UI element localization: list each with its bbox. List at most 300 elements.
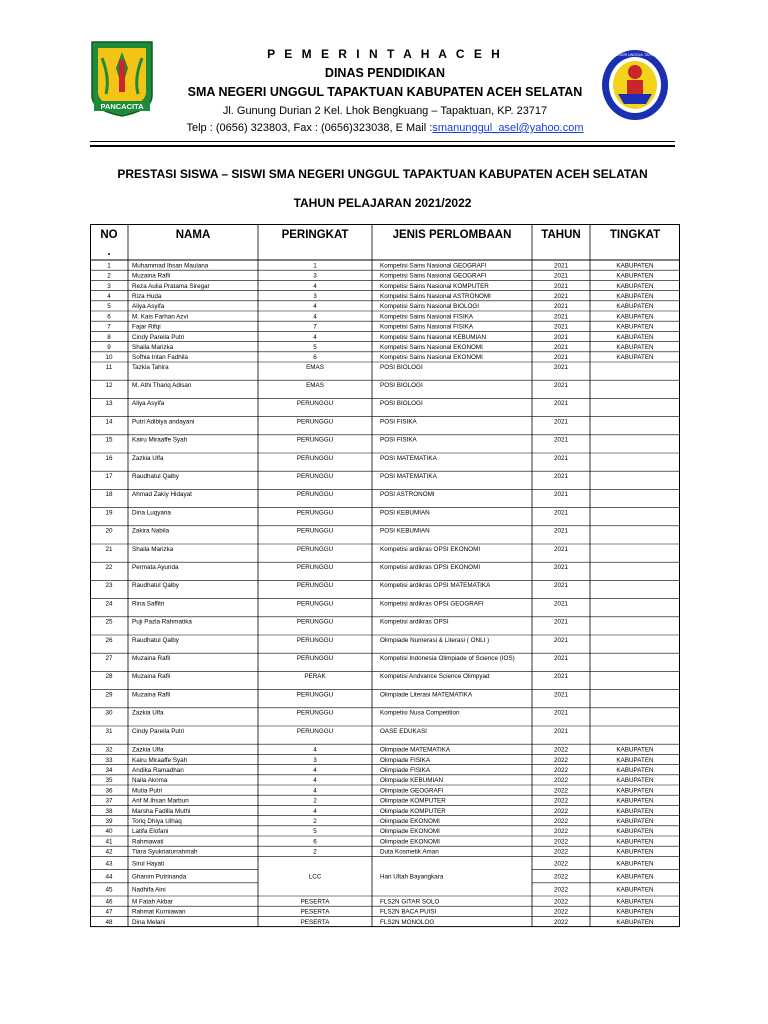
- table-row: [105, 600, 568, 607]
- cell-tingkat: KABUPATEN: [616, 777, 654, 785]
- cell-tingkat: KABUPATEN: [616, 918, 654, 926]
- cell-no: 47: [105, 908, 113, 916]
- cell-jenis-perlombaan: POSI MATEMATIKA: [380, 454, 437, 462]
- cell-jenis-perlombaan: Olimpiade EKONOMI: [380, 828, 440, 836]
- cell-nama: Cindy Pareila Putri: [132, 727, 185, 735]
- cell-tahun: 2022: [553, 818, 569, 825]
- table-row: [105, 798, 654, 805]
- table-row: [107, 293, 654, 300]
- cell-jenis-perlombaan: OASE EDUKASI: [380, 727, 427, 735]
- cell-nama: Rahmat Kurniawan: [132, 908, 186, 916]
- table-row: [105, 564, 568, 571]
- cell-no: 14: [105, 418, 113, 426]
- table-row: [107, 334, 654, 341]
- cell-nama: Naila Akrima: [132, 777, 168, 785]
- cell-peringkat: 1: [313, 262, 317, 270]
- cell-peringkat: PERUNGGU: [296, 564, 334, 571]
- header-line-department: DINAS PENDIDIKAN: [324, 66, 446, 80]
- cell-nama: Raudhatul Qalby: [132, 582, 179, 590]
- cell-nama: M. Athi Thariq Adisan: [132, 382, 192, 389]
- table-row: [105, 808, 654, 815]
- cell-no: 13: [105, 400, 113, 408]
- cell-peringkat: PERUNGGU: [296, 545, 334, 553]
- cell-jenis-perlombaan: Kompetisi ardikras OPSI: [380, 618, 449, 626]
- header-contact: [150, 122, 620, 134]
- table-row: [105, 528, 568, 535]
- table-row: [105, 747, 654, 754]
- document-subtitle: TAHUN PELAJARAN 2021/2022: [293, 196, 472, 210]
- cell-tahun: 2021: [553, 527, 569, 535]
- cell-peringkat: PERUNGGU: [296, 582, 334, 590]
- cell-nama: Putri Adibiya andayani: [132, 418, 195, 426]
- cell-tingkat: KABUPATEN: [616, 333, 654, 341]
- cell-no: 45: [105, 886, 113, 894]
- cell-no: 7: [107, 323, 111, 331]
- cell-tingkat: KABUPATEN: [616, 293, 654, 300]
- cell-tahun: 2021: [553, 473, 569, 480]
- cell-no: 23: [105, 582, 113, 590]
- cell-peringkat-merged: LCC: [308, 873, 322, 881]
- cell-tahun: 2021: [553, 363, 569, 371]
- cell-peringkat: PERUNGGU: [296, 527, 334, 535]
- cell-peringkat: PERUNGGU: [296, 709, 334, 717]
- cell-tahun: 2021: [553, 333, 569, 341]
- cell-jenis-perlombaan: Kompetisi Sains Nasional EKONOMI: [380, 344, 483, 351]
- cell-no: 26: [105, 636, 113, 644]
- cell-tahun: 2021: [553, 382, 569, 389]
- table-row: [105, 473, 568, 480]
- cell-no: 6: [107, 313, 111, 321]
- header-tingkat: TINGKAT: [609, 229, 661, 241]
- table-row: [105, 546, 568, 553]
- cell-jenis-perlombaan: POSI BIOLOGI: [380, 363, 423, 371]
- cell-tahun: 2021: [553, 600, 569, 608]
- cell-nama: Shaila Marizka: [132, 344, 174, 351]
- cell-no: 1: [107, 262, 111, 270]
- cell-peringkat: PERUNGGU: [296, 618, 334, 626]
- cell-jenis-perlombaan: Kompetisi Sains Nasional GEOGRAFI: [380, 262, 487, 270]
- table-row: [105, 509, 568, 516]
- cell-nama: Rina Saffitri: [132, 600, 165, 608]
- cell-nama: Shaila Marizka: [132, 545, 174, 553]
- table-row: [107, 303, 654, 310]
- pancacita-logo: [88, 38, 156, 118]
- cell-no: 28: [105, 673, 113, 681]
- cell-tahun: 2022: [553, 777, 569, 785]
- cell-peringkat: 4: [313, 313, 317, 321]
- table-row: [105, 818, 654, 825]
- cell-peringkat: 5: [313, 828, 317, 836]
- cell-no: 37: [105, 797, 113, 805]
- cell-tahun: 2021: [553, 545, 569, 553]
- cell-no: 4: [107, 293, 111, 300]
- cell-peringkat: 4: [313, 787, 317, 795]
- table-row: [107, 344, 654, 351]
- cell-nama: Marsha Fadilla Muthi: [132, 807, 191, 815]
- cell-no: 48: [105, 918, 113, 926]
- cell-nama: Kairu Miraaffe Syah: [132, 436, 188, 444]
- cell-jenis-perlombaan: Olimpiade MATEMATIKA: [380, 746, 451, 754]
- cell-tingkat: KABUPATEN: [616, 828, 654, 836]
- cell-nama: Fajar Rifqi: [132, 323, 161, 331]
- table-row: [106, 364, 569, 371]
- cell-no: 20: [105, 527, 113, 535]
- cell-tahun: 2022: [553, 898, 569, 906]
- cell-tingkat: KABUPATEN: [616, 873, 654, 881]
- cell-jenis-perlombaan: Kompetisi Sains Nasional EKONOMI: [380, 354, 483, 362]
- cell-no: 18: [105, 491, 113, 499]
- cell-tahun: 2021: [553, 282, 569, 290]
- table-row: [105, 437, 568, 444]
- table-row: [105, 849, 654, 856]
- cell-tahun: 2021: [553, 564, 569, 571]
- cell-jenis-perlombaan: Kompetisi ardikras OPSI EKONOMI: [380, 545, 481, 553]
- cell-no: 40: [105, 828, 113, 836]
- table-row: [107, 273, 654, 280]
- table-header: [100, 229, 660, 258]
- cell-no: 2: [107, 272, 111, 280]
- cell-tahun: 2022: [553, 838, 569, 846]
- cell-no: 9: [107, 344, 111, 351]
- table-row: [105, 838, 654, 845]
- cell-tahun: 2021: [553, 709, 569, 717]
- cell-no: 22: [105, 564, 113, 571]
- cell-tahun: 2022: [553, 908, 569, 916]
- cell-jenis-perlombaan: Olimpiade Numerasi & Literasi ( ONLI ): [380, 636, 490, 644]
- table-row: [105, 400, 568, 407]
- cell-no: 39: [105, 818, 113, 825]
- header-jenis-perlombaan: JENIS PERLOMBAAN: [392, 229, 512, 241]
- cell-jenis-perlombaan: POSI BIOLOGI: [380, 382, 423, 389]
- header-address: Jl. Gunung Durian 2 Kel. Lhok Bengkuang – Tapaktuan, KP. 23717: [222, 105, 548, 117]
- cell-tahun: 2021: [553, 262, 569, 270]
- cell-jenis-perlombaan: Kompetisi Nusa Competition: [380, 709, 460, 717]
- cell-nama: Zazkia Ulfa: [132, 454, 164, 462]
- cell-nama: Zazkia Ulfa: [132, 709, 164, 717]
- cell-no: 12: [105, 382, 113, 389]
- cell-peringkat: 2: [313, 797, 317, 805]
- cell-nama: Sofhia Intan Fadhila: [132, 354, 189, 362]
- cell-tingkat: KABUPATEN: [616, 787, 654, 795]
- cell-no: 16: [105, 454, 113, 462]
- cell-tingkat: KABUPATEN: [616, 767, 654, 774]
- cell-tahun: 2022: [553, 828, 569, 836]
- cell-tahun: 2021: [553, 727, 569, 735]
- cell-peringkat: 4: [313, 807, 317, 815]
- cell-no: 15: [105, 436, 113, 444]
- cell-jenis-perlombaan: POSI FISIKA: [380, 436, 417, 444]
- cell-nama: Ghanim Putrinanda: [132, 873, 187, 881]
- cell-tingkat: KABUPATEN: [616, 848, 654, 856]
- cell-no: 10: [105, 354, 113, 362]
- table-row: [105, 354, 654, 361]
- table-row: [105, 382, 568, 389]
- cell-tahun: 2021: [553, 618, 569, 626]
- table-row: [105, 691, 568, 698]
- cell-peringkat: 3: [313, 293, 317, 300]
- cell-nama: Mutia Putri: [132, 787, 163, 795]
- cell-jenis-perlombaan: Kompetisi Sains Nasional FISIKA: [380, 313, 474, 321]
- cell-peringkat: 6: [313, 354, 317, 362]
- table-row: [105, 860, 654, 867]
- header-divider-thick: [90, 145, 675, 147]
- cell-tahun: 2021: [553, 691, 569, 699]
- table-row: [105, 455, 568, 462]
- cell-tahun: 2021: [553, 418, 569, 426]
- cell-jenis-perlombaan: Kompetisi Sains Nasional FISIKA: [380, 323, 474, 331]
- logo-right-text: SMA NEGERI UNGGUL TAPAKTUAN: [604, 53, 666, 57]
- logo-left-text: PANCACITA: [100, 102, 144, 111]
- header-no: NO: [100, 229, 118, 241]
- cell-jenis-perlombaan-merged: Hari Ultah Bayangkara: [380, 873, 444, 881]
- table-row: [105, 655, 568, 662]
- cell-no: 31: [105, 727, 113, 735]
- cell-tahun: 2021: [553, 354, 569, 362]
- cell-tahun: 2021: [553, 454, 569, 462]
- cell-tahun: 2022: [553, 756, 569, 764]
- header-divider-thin: [90, 141, 675, 142]
- cell-nama: Sirul Hayati: [132, 860, 165, 868]
- cell-tingkat: KABUPATEN: [616, 838, 654, 846]
- cell-nama: Aliya Asyifa: [132, 400, 165, 408]
- cell-peringkat: 3: [313, 272, 317, 280]
- cell-jenis-perlombaan: Olimpiade KEBUMIAN: [380, 777, 443, 785]
- header-nama: NAMA: [175, 229, 211, 241]
- cell-tahun: 2022: [553, 746, 569, 754]
- table-row: [105, 582, 568, 589]
- cell-no: 43: [105, 860, 113, 868]
- cell-no: 8: [107, 333, 111, 341]
- cell-peringkat: 4: [313, 746, 317, 754]
- cell-tahun: 2022: [553, 873, 569, 881]
- table-row: [105, 728, 568, 735]
- cell-tingkat: KABUPATEN: [616, 272, 654, 280]
- table-row: [105, 787, 654, 794]
- header-contact-text: Telp : (0656) 323803, Fax : (0656)323038, E Mail :: [186, 122, 433, 134]
- cell-tingkat: KABUPATEN: [616, 313, 654, 321]
- cell-tahun: 2021: [553, 323, 569, 331]
- cell-no: 32: [105, 746, 113, 754]
- cell-tahun: 2022: [553, 797, 569, 805]
- cell-nama: Arif M.Ihsan Marbun: [132, 797, 189, 805]
- header-peringkat: PERINGKAT: [281, 229, 349, 241]
- cell-nama: Raudhatul Qalby: [132, 636, 179, 644]
- cell-peringkat: PERUNGGU: [296, 727, 334, 735]
- cell-jenis-perlombaan: Kompetisi ardikras OPSI GEOGRAFI: [380, 600, 484, 608]
- cell-tingkat: KABUPATEN: [616, 818, 654, 825]
- cell-tingkat: KABUPATEN: [616, 886, 654, 894]
- cell-peringkat: EMAS: [306, 382, 324, 389]
- cell-nama: Tiara Syukriaturrahmah: [132, 848, 198, 856]
- cell-tingkat: KABUPATEN: [616, 344, 654, 351]
- table-row: [105, 909, 654, 916]
- cell-jenis-perlombaan: FLS2N GITAR SOLO: [380, 898, 440, 906]
- cell-peringkat: 2: [313, 818, 317, 825]
- cell-peringkat: 5: [313, 344, 317, 351]
- cell-no: 44: [105, 873, 113, 881]
- table-row: [105, 710, 568, 717]
- cell-peringkat: PERUNGGU: [296, 691, 334, 699]
- cell-jenis-perlombaan: Olimpiade Literasi MATEMATIKA: [380, 691, 473, 699]
- cell-nama: Aliya Asyifa: [132, 303, 165, 311]
- document-title: PRESTASI SISWA – SISWI SMA NEGERI UNGGUL TAPAKTUAN KABUPATEN ACEH SELATAN: [117, 167, 648, 181]
- cell-tahun: 2021: [553, 272, 569, 280]
- cell-peringkat: PERUNGGU: [296, 636, 334, 644]
- cell-tahun: 2022: [553, 886, 569, 894]
- cell-nama: Riza Huda: [132, 293, 162, 300]
- cell-nama: Andika Ramadhan: [132, 767, 184, 774]
- cell-no: 30: [105, 709, 113, 717]
- header-line-government: P E M E R I N T A H A C E H: [267, 47, 503, 61]
- cell-no: 33: [105, 756, 113, 764]
- cell-tingkat: KABUPATEN: [616, 323, 654, 331]
- cell-peringkat: 3: [313, 756, 317, 764]
- cell-tahun: 2021: [553, 636, 569, 644]
- cell-no: 25: [105, 618, 113, 626]
- table-row: [107, 313, 654, 320]
- cell-tahun: 2022: [553, 767, 569, 774]
- cell-nama: Kairu Miraaffe Syah: [132, 756, 188, 764]
- cell-no: 17: [105, 473, 113, 480]
- cell-jenis-perlombaan: Kompetisi Indonesia Olimpiade of Science (IOS): [380, 655, 515, 662]
- cell-no: 19: [105, 509, 113, 517]
- cell-tingkat: KABUPATEN: [616, 898, 654, 906]
- table-row: [105, 637, 568, 644]
- cell-tahun: 2021: [553, 303, 569, 311]
- cell-peringkat: PERUNGGU: [296, 491, 334, 499]
- cell-peringkat: PERAK: [304, 673, 326, 681]
- cell-jenis-perlombaan: Kompetisi ardikras OPSI MATEMATIKA: [380, 582, 491, 590]
- cell-tingkat: KABUPATEN: [616, 797, 654, 805]
- cell-peringkat: 4: [313, 282, 317, 290]
- cell-no: 46: [105, 898, 113, 906]
- cell-peringkat: 4: [313, 303, 317, 311]
- table-row: [105, 619, 568, 626]
- cell-no: 35: [105, 777, 113, 785]
- table-row: [105, 828, 654, 835]
- cell-peringkat: PESERTA: [300, 918, 330, 926]
- cell-nama: Raudhatul Qalby: [132, 473, 179, 480]
- cell-nama: Dina Luqyana: [132, 509, 171, 517]
- cell-jenis-perlombaan: Kompetisi Sains Nasional ASTRONOMI: [380, 293, 491, 300]
- cell-tahun: 2022: [553, 860, 569, 868]
- cell-nama: M Fatah Akbar: [132, 898, 173, 906]
- header-email-link[interactable]: smanunggul_asel@yahoo.com: [432, 122, 584, 134]
- cell-jenis-perlombaan: POSI BIOLOGI: [380, 400, 423, 408]
- cell-jenis-perlombaan: Olimpiade FISIKA: [380, 767, 431, 774]
- cell-peringkat: PERUNGGU: [296, 418, 334, 426]
- cell-tingkat: KABUPATEN: [616, 908, 654, 916]
- cell-tahun: 2022: [553, 787, 569, 795]
- cell-nama: Tazkia Tahira: [132, 363, 169, 371]
- table-row: [107, 262, 654, 269]
- cell-peringkat: 6: [313, 838, 317, 846]
- cell-no: 36: [105, 787, 113, 795]
- cell-nama: Rahmawati: [132, 838, 164, 846]
- achievements-table: [90, 224, 680, 930]
- cell-peringkat: 4: [313, 333, 317, 341]
- cell-tahun: 2022: [553, 918, 569, 926]
- cell-peringkat: PERUNGGU: [296, 473, 334, 480]
- cell-jenis-perlombaan: Olimpiade EKONOMI: [380, 838, 440, 846]
- cell-no: 29: [105, 691, 113, 699]
- cell-nama: Ahmad Zakiy Hidayat: [132, 491, 192, 499]
- cell-jenis-perlombaan: POSI FISIKA: [380, 418, 417, 426]
- cell-jenis-perlombaan: Kompetisi Andvance Science Olimpyad: [380, 673, 490, 681]
- cell-nama: Cindy Pareila Putri: [132, 333, 185, 341]
- cell-no: 42: [105, 848, 113, 856]
- cell-no: 5: [107, 303, 111, 311]
- table-row: [105, 418, 568, 425]
- cell-peringkat: PERUNGGU: [296, 454, 334, 462]
- cell-tahun: 2021: [553, 436, 569, 444]
- cell-tingkat: KABUPATEN: [616, 303, 654, 311]
- cell-nama: Reza Aulia Pratama Siregar: [132, 282, 210, 290]
- cell-jenis-perlombaan: Olimpiade KOMPUTER: [380, 807, 446, 815]
- cell-peringkat: 4: [313, 767, 317, 774]
- cell-no: 3: [107, 282, 111, 290]
- cell-tahun: 2022: [553, 848, 569, 856]
- cell-nama: Muhammad Ihsan Maulana: [132, 262, 209, 270]
- cell-peringkat: PERUNGGU: [296, 509, 334, 517]
- cell-jenis-perlombaan: Kompetisi ardikras OPSI EKONOMI: [380, 564, 481, 571]
- cell-nama: Muzaina Rafli: [132, 691, 171, 699]
- cell-tingkat: KABUPATEN: [616, 807, 654, 815]
- cell-jenis-perlombaan: Olimpiade FISIKA: [380, 756, 431, 764]
- cell-peringkat: EMAS: [306, 363, 324, 371]
- header-tahun: TAHUN: [541, 229, 581, 241]
- table-row: [105, 887, 654, 894]
- table-row: [105, 777, 654, 784]
- table-row: [105, 919, 654, 926]
- cell-nama: Nadhifa Aini: [132, 886, 166, 894]
- cell-no: 41: [105, 838, 113, 846]
- cell-no: 34: [105, 767, 113, 774]
- cell-nama: Dina Melani: [132, 918, 166, 926]
- cell-no: 11: [105, 363, 113, 371]
- cell-no: 21: [105, 545, 113, 553]
- cell-tingkat: KABUPATEN: [616, 282, 654, 290]
- header-line-school: SMA NEGERI UNGGUL TAPAKTUAN KABUPATEN ACEH SELATAN: [187, 85, 583, 99]
- cell-nama: Muzaina Rafli: [132, 655, 171, 662]
- cell-tingkat: KABUPATEN: [616, 860, 654, 868]
- cell-tahun: 2021: [553, 293, 569, 300]
- cell-jenis-perlombaan: POSI KEBUMIAN: [380, 509, 430, 517]
- cell-tahun: 2021: [553, 400, 569, 408]
- cell-jenis-perlombaan: POSI ASTRONOMI: [380, 491, 435, 499]
- cell-nama: Zakira Nabila: [132, 527, 170, 535]
- table-row: [105, 898, 654, 905]
- cell-jenis-perlombaan: Kompetisi Sains Nasional KOMPUTER: [380, 282, 489, 290]
- cell-no: 27: [105, 655, 113, 662]
- cell-jenis-perlombaan: Olimpiade KOMPUTER: [380, 797, 446, 805]
- cell-tingkat: KABUPATEN: [616, 354, 654, 362]
- cell-tahun: 2021: [553, 655, 569, 662]
- table-row: [105, 491, 568, 498]
- cell-peringkat: PESERTA: [300, 898, 330, 906]
- table-row: [105, 767, 654, 774]
- cell-jenis-perlombaan: Olimpiade EKONOMI: [380, 818, 440, 825]
- cell-tingkat: KABUPATEN: [616, 746, 654, 754]
- cell-tahun: 2021: [553, 582, 569, 590]
- cell-jenis-perlombaan: FLS2N MONOLOG: [380, 918, 435, 926]
- cell-nama: Zazkia Ulfa: [132, 746, 164, 754]
- table-row: [107, 283, 654, 290]
- header-no-dot: .: [107, 246, 111, 258]
- cell-jenis-perlombaan: Kompetisi Sains Nasional GEOGRAFI: [380, 272, 487, 280]
- cell-jenis-perlombaan: Duta Kosmetik Aman: [380, 848, 439, 856]
- cell-nama: Puji Pazla Rahmatika: [132, 618, 192, 626]
